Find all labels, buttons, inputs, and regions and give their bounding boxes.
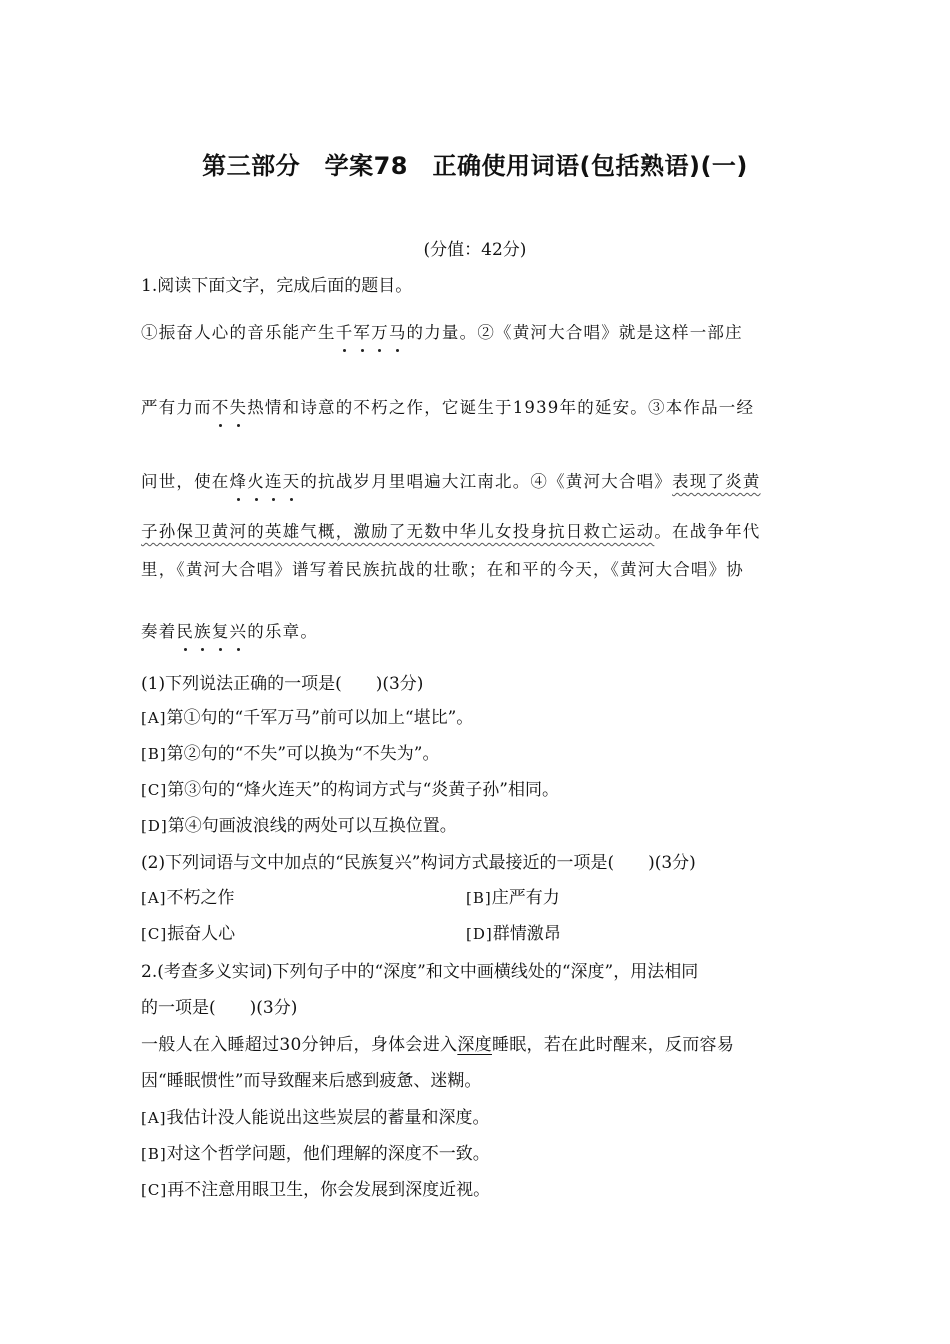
passage-text: 。在战争年代 xyxy=(654,522,761,541)
dotted-char: 军 xyxy=(353,321,371,345)
passage-text: 奏着 xyxy=(141,622,177,641)
option-text: 不朽之作 xyxy=(166,888,235,908)
option-a[interactable] xyxy=(141,1106,490,1130)
passage-text: 热情和诗意的不朽之作，它诞生于1939年的延安。③本作品一经 xyxy=(247,398,755,417)
dotted-char: 族 xyxy=(194,620,212,644)
option-a[interactable] xyxy=(141,706,473,730)
score-note: (分值：42分) xyxy=(423,240,527,260)
option-key: [B] xyxy=(141,745,167,763)
dotted-char: 复 xyxy=(212,620,230,644)
dotted-char: 马 xyxy=(389,321,407,345)
dotted-char: 火 xyxy=(247,470,265,494)
option-key: [C] xyxy=(141,1181,168,1199)
option-text: 第③句的“烽火连天”的构词方式与“炎黄子孙”相同。 xyxy=(167,780,559,800)
passage-text: 一般人在入睡超过30分钟后，身体会进入 xyxy=(141,1035,458,1055)
dotted-char: 失 xyxy=(230,396,248,420)
dotted-char: 千 xyxy=(336,321,354,345)
option-key: [B] xyxy=(466,889,492,907)
wavy-underlined-text: 表现了炎黄 xyxy=(672,472,761,491)
dotted-char: 不 xyxy=(212,396,230,420)
sub-question-2-stem: (2)下列词语与文中加点的“民族复兴”构词方式最接近的一项是( )(3分) xyxy=(141,853,696,873)
option-key: [A] xyxy=(141,1109,167,1127)
option-key: [D] xyxy=(141,817,168,835)
option-c[interactable] xyxy=(141,778,559,802)
passage-text: 睡眠，若在此时醒来，反而容易 xyxy=(491,1035,735,1055)
underlined-word: 深度 xyxy=(457,1035,492,1055)
passage-text: 问世，使在 xyxy=(141,472,230,491)
option-key: [A] xyxy=(141,889,167,907)
option-d[interactable] xyxy=(141,814,457,838)
passage-text: ①振奋人心的音乐能产生 xyxy=(141,323,336,342)
dotted-char: 民 xyxy=(176,620,194,644)
option-text: 第①句的“千军万马”前可以加上“堪比”。 xyxy=(166,708,474,728)
passage-line-3 xyxy=(141,470,761,494)
option-text: 我估计没人能说出这些炭层的蓄量和深度。 xyxy=(166,1108,490,1128)
passage-line-6 xyxy=(141,620,318,644)
option-key: [C] xyxy=(141,781,168,799)
option-text: 对这个哲学问题，他们理解的深度不一致。 xyxy=(166,1144,490,1164)
passage-line-4 xyxy=(141,520,761,544)
option-key: [C] xyxy=(141,925,168,943)
option-key: [A] xyxy=(141,709,167,727)
dotted-char: 连 xyxy=(265,470,283,494)
passage-text: 的抗战岁月里唱遍大江南北。④《黄河大合唱》 xyxy=(300,472,673,491)
question-2-passage-line-1 xyxy=(141,1033,734,1057)
question-2-stem-line-2: 的一项是( )(3分) xyxy=(141,998,298,1018)
option-text: 第④句画波浪线的两处可以互换位置。 xyxy=(167,816,457,836)
option-key: [D] xyxy=(466,925,493,943)
option-b[interactable] xyxy=(141,742,440,766)
dotted-char: 烽 xyxy=(230,470,248,494)
sub-question-1-stem: (1)下列说法正确的一项是( )(3分) xyxy=(141,674,424,694)
question-2-stem-line-1: 2.(考查多义实词)下列句子中的“深度”和文中画横线处的“深度”，用法相同 xyxy=(141,962,699,982)
option-b[interactable] xyxy=(466,886,560,910)
question-1-intro: 1.阅读下面文字，完成后面的题目。 xyxy=(141,276,413,296)
question-2-passage-line-2: 因“睡眠惯性”而导致醒来后感到疲惫、迷糊。 xyxy=(141,1071,482,1091)
option-text: 再不注意用眼卫生，你会发展到深度近视。 xyxy=(167,1180,491,1200)
option-d[interactable] xyxy=(466,922,561,946)
option-text: 群情激昂 xyxy=(492,924,561,944)
option-a[interactable] xyxy=(141,886,235,910)
dotted-char: 天 xyxy=(283,470,301,494)
dotted-char: 兴 xyxy=(230,620,248,644)
option-b[interactable] xyxy=(141,1142,490,1166)
passage-line-5: 里，《黄河大合唱》谱写着民族抗战的壮歌；在和平的今天，《黄河大合唱》协 xyxy=(141,560,744,579)
option-text: 第②句的“不失”可以换为“不失为”。 xyxy=(166,744,440,764)
option-c[interactable] xyxy=(141,922,235,946)
passage-text: 严有力而 xyxy=(141,398,212,417)
passage-text: 的乐章。 xyxy=(247,622,319,641)
option-text: 庄严有力 xyxy=(491,888,560,908)
wavy-underlined-text: 子孙保卫黄河的英雄气概，激励了无数中华儿女投身抗日救亡运动 xyxy=(141,522,655,541)
passage-line-1 xyxy=(141,321,743,345)
page-title: 第三部分 学案78 正确使用词语(包括熟语)(一) xyxy=(202,152,748,180)
option-key: [B] xyxy=(141,1145,167,1163)
passage-line-2 xyxy=(141,396,754,420)
option-text: 振奋人心 xyxy=(167,924,236,944)
option-c[interactable] xyxy=(141,1178,490,1202)
passage-text: 的力量。②《黄河大合唱》就是这样一部庄 xyxy=(406,323,743,342)
dotted-char: 万 xyxy=(371,321,389,345)
